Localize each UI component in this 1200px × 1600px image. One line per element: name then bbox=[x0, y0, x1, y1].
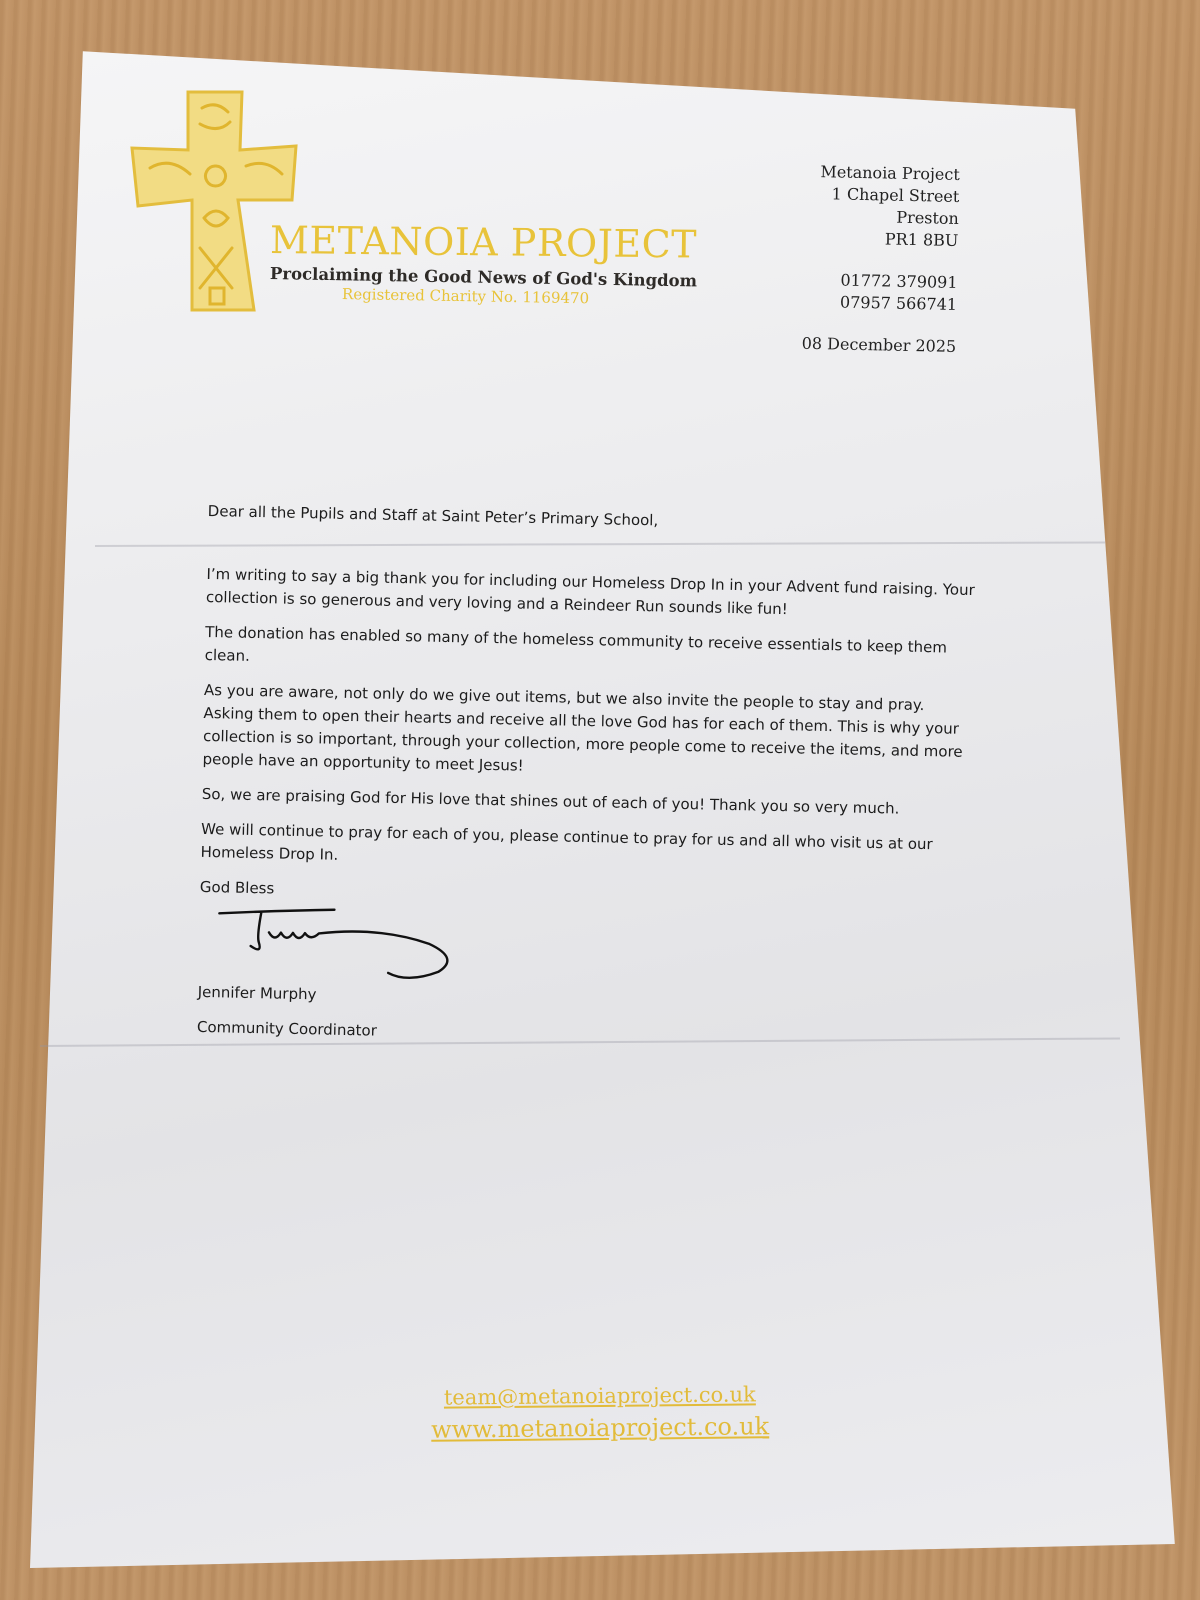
signature-area bbox=[198, 911, 969, 997]
address-line: Metanoia Project bbox=[820, 162, 960, 184]
organization-name: METANOIA PROJECT bbox=[269, 218, 698, 267]
paragraph: The donation has enabled so many of the homeless community to receive essentials to keep them clean. bbox=[204, 622, 948, 665]
letter-date: 08 December 2025 bbox=[801, 333, 957, 356]
letter-body bbox=[196, 500, 977, 1067]
closing: God Bless bbox=[199, 877, 275, 898]
paragraph: I’m writing to say a big thank you for including our Homeless Drop In in your Advent fund raising. Your collection is so generous and very loving and a Reindeer Run sounds like fun! bbox=[205, 564, 975, 619]
handwritten-signature bbox=[198, 905, 470, 991]
signer-role: Community Coordinator bbox=[196, 1017, 378, 1040]
contact-email-link[interactable]: team@metanoiaproject.co.uk bbox=[443, 1382, 756, 1410]
paragraph: As you are aware, not only do we give out items, but we also invite the people to stay and pray. Asking them to open their hearts and receive all the love God has for each of them. This is why your collection is so important, through your collection, more people come to receive the items, and more people have an opportunity to meet Jesus! bbox=[202, 680, 963, 775]
paragraph: We will continue to pray for each of you, please continue to pray for us and all who visit us at our Homeless Drop In. bbox=[200, 819, 933, 864]
sender-address bbox=[756, 160, 960, 358]
address-line: Preston bbox=[896, 207, 960, 228]
address-line: 1 Chapel Street bbox=[831, 184, 960, 206]
website-link[interactable]: www.metanoiaproject.co.uk bbox=[431, 1412, 770, 1444]
phone-number: 07957 566741 bbox=[839, 292, 958, 314]
letterhead bbox=[269, 218, 698, 308]
charity-number: Registered Charity No. 1169470 bbox=[341, 285, 590, 308]
salutation: Dear all the Pupils and Staff at Saint Peter’s Primary School, bbox=[207, 501, 659, 530]
phone-number: 01772 379091 bbox=[840, 270, 958, 292]
letter-footer bbox=[400, 1382, 801, 1444]
signer-name: Jennifer Murphy bbox=[197, 982, 317, 1004]
address-postcode: PR1 8BU bbox=[884, 229, 959, 250]
paragraph: So, we are praising God for His love that shines out of each of you! Thank you so very much. bbox=[201, 784, 900, 818]
organization-tagline: Proclaiming the Good News of God's Kingdom bbox=[269, 264, 698, 291]
